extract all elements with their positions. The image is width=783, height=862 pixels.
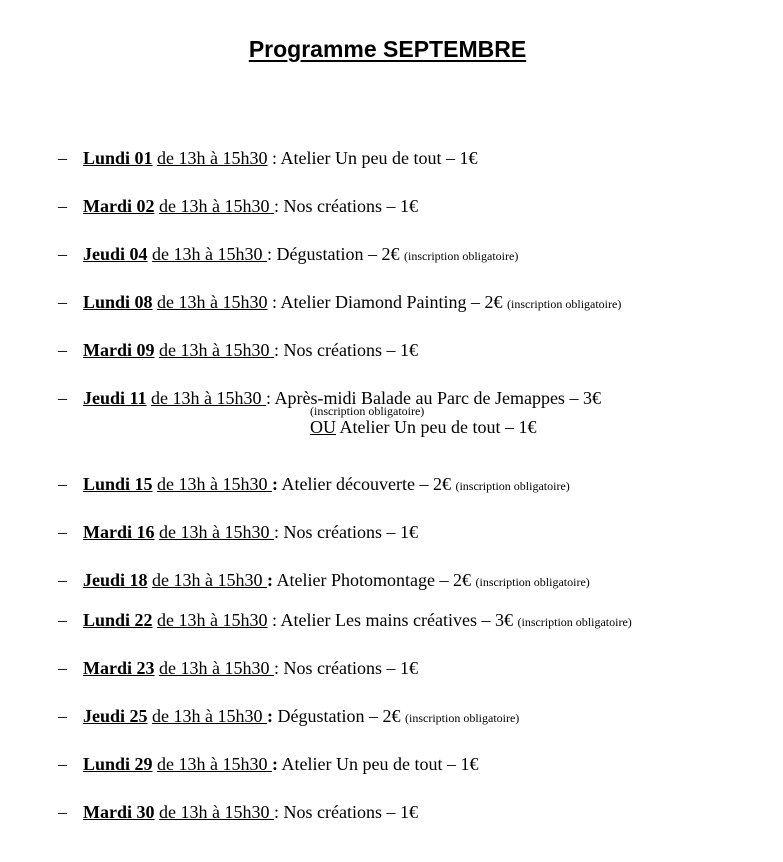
entry-activity: Atelier Un peu de tout – 1€	[277, 148, 478, 168]
entry-separator: :	[267, 148, 278, 168]
entry-time: de 13h à 15h30	[157, 610, 268, 630]
entry-note: (inscription obligatoire)	[517, 615, 632, 629]
entry-line	[83, 657, 418, 681]
entry-time: de 13h à 15h30	[152, 570, 267, 590]
entry-separator: :	[267, 610, 278, 630]
entry-note: (inscription obligatoire)	[475, 575, 590, 589]
list-dash: –	[58, 244, 67, 264]
list-dash: –	[58, 802, 67, 822]
entry-time: de 13h à 15h30	[157, 292, 268, 312]
entry-time: de 13h à 15h30	[159, 196, 274, 216]
entry-line	[83, 473, 570, 497]
entry-alternative-or: OU	[310, 417, 336, 437]
entry-time: de 13h à 15h30	[159, 522, 274, 542]
entry-day: Mardi 30	[83, 802, 155, 822]
entry-note: (inscription obligatoire)	[455, 479, 570, 493]
entry-activity: Atelier Un peu de tout – 1€	[278, 754, 479, 774]
list-dash: –	[58, 754, 67, 774]
entry-separator: :	[267, 244, 273, 264]
entry-separator: :	[272, 754, 279, 774]
entry-line	[83, 801, 418, 825]
entry-note: (inscription obligatoire)	[310, 404, 425, 418]
entry-day: Mardi 02	[83, 196, 155, 216]
entry-day: Lundi 08	[83, 292, 153, 312]
entry-activity: Nos créations – 1€	[279, 802, 418, 822]
entry-day: Lundi 29	[83, 754, 153, 774]
entry-activity: Nos créations – 1€	[279, 196, 418, 216]
entry-day: Mardi 09	[83, 340, 155, 360]
entry-note: (inscription obligatoire)	[507, 297, 622, 311]
entry-day: Jeudi 11	[83, 388, 147, 408]
list-dash: –	[58, 522, 67, 542]
entry-activity: Atelier Diamond Painting – 2€	[277, 292, 508, 312]
entry-line	[83, 147, 478, 171]
entry-time: de 13h à 15h30	[152, 706, 267, 726]
entry-time: de 13h à 15h30	[159, 658, 274, 678]
entry-activity: Dégustation – 2€	[273, 706, 405, 726]
entry-time: de 13h à 15h30	[152, 244, 267, 264]
entry-line	[83, 569, 590, 593]
entry-activity: Nos créations – 1€	[279, 658, 418, 678]
entry-activity: Atelier Les mains créatives – 3€	[277, 610, 518, 630]
entry-separator: :	[273, 522, 279, 542]
entry-activity: Nos créations – 1€	[279, 340, 418, 360]
entry-line	[83, 753, 479, 777]
entry-day: Jeudi 18	[83, 570, 148, 590]
entry-separator: :	[273, 340, 279, 360]
entry-activity: Nos créations – 1€	[279, 522, 418, 542]
entry-activity: Atelier Photomontage – 2€	[273, 570, 476, 590]
page-title: Programme SEPTEMBRE	[248, 36, 527, 62]
entry-separator: :	[273, 802, 279, 822]
entry-time: de 13h à 15h30	[157, 148, 268, 168]
entry-line	[83, 195, 418, 219]
entry-alternative-activity: Atelier Un peu de tout – 1€	[336, 417, 537, 437]
entry-activity: Atelier découverte – 2€	[278, 474, 456, 494]
entry-separator: :	[273, 196, 279, 216]
list-dash: –	[58, 388, 67, 408]
entry-separator: :	[267, 706, 273, 726]
list-dash: –	[58, 196, 67, 216]
list-dash: –	[58, 658, 67, 678]
entry-day: Lundi 01	[83, 148, 153, 168]
entry-separator: :	[273, 658, 279, 678]
entry-line	[83, 521, 418, 545]
entry-line	[83, 609, 632, 633]
entry-line	[83, 705, 519, 729]
entry-day: Mardi 16	[83, 522, 155, 542]
entry-separator: :	[267, 292, 278, 312]
entry-separator: :	[272, 474, 279, 494]
entry-time: de 13h à 15h30	[159, 340, 274, 360]
entry-day: Mardi 23	[83, 658, 155, 678]
list-dash: –	[58, 292, 67, 312]
entry-line	[83, 291, 621, 315]
entry-day: Lundi 22	[83, 610, 153, 630]
entry-day: Jeudi 25	[83, 706, 148, 726]
entry-separator: :	[267, 570, 273, 590]
entry-activity: Après-midi Balade au Parc de Jemappes – 3€	[271, 388, 601, 408]
list-dash: –	[58, 474, 67, 494]
list-dash: –	[58, 340, 67, 360]
entry-activity: Dégustation – 2€	[272, 244, 405, 264]
entry-time: de 13h à 15h30	[157, 474, 273, 494]
entry-time: de 13h à 15h30	[151, 388, 267, 408]
entry-separator: :	[266, 388, 272, 408]
list-dash: –	[58, 610, 67, 630]
entry-line	[83, 243, 518, 267]
list-dash: –	[58, 570, 67, 590]
entry-time: de 13h à 15h30	[159, 802, 274, 822]
entry-day: Jeudi 04	[83, 244, 148, 264]
entry-note: (inscription obligatoire)	[404, 249, 519, 263]
list-dash: –	[58, 706, 67, 726]
list-dash: –	[58, 148, 67, 168]
entry-line	[83, 339, 418, 363]
entry-time: de 13h à 15h30	[157, 754, 273, 774]
entry-note: (inscription obligatoire)	[405, 711, 520, 725]
entry-day: Lundi 15	[83, 474, 153, 494]
entry-alternative	[310, 416, 536, 438]
